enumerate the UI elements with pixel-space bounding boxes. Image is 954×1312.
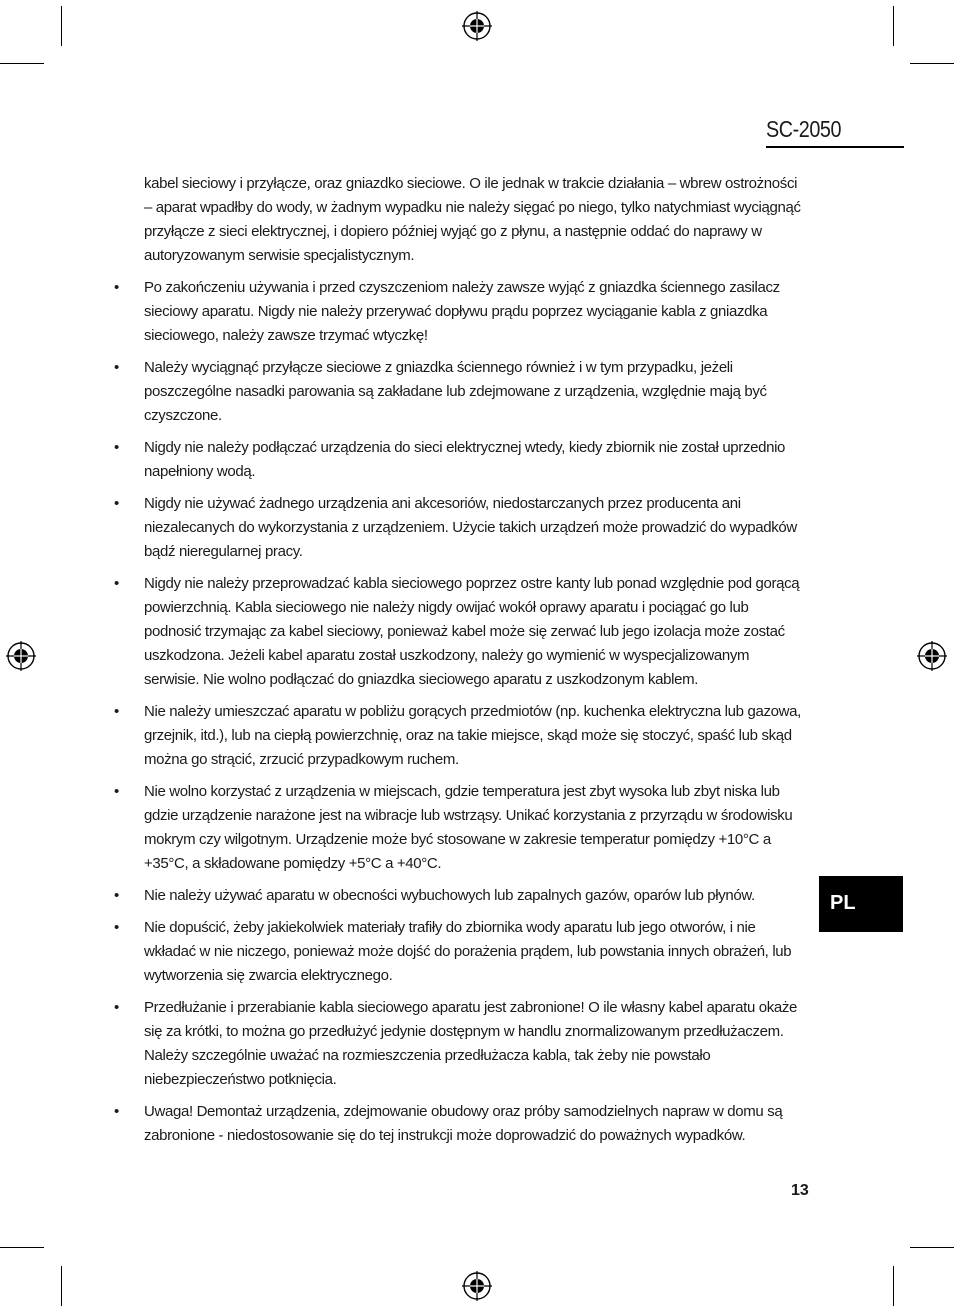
crop-mark: [910, 63, 954, 64]
bullet: •: [114, 919, 119, 936]
list-item: [114, 700, 808, 772]
list-item-text: Należy wyciągnąć przyłącze sieciowe z gniazdka ściennego również i w tym przypadku, jeżeli poszczególne nasadki parowania są zakładane lub zdejmowane z urządzenia, względnie mają być czyszczone.: [144, 359, 767, 424]
list-item: [114, 436, 808, 484]
crop-mark: [893, 6, 894, 46]
list-item: [114, 1100, 808, 1148]
bullet: •: [114, 495, 119, 512]
bullet: •: [114, 783, 119, 800]
crop-mark: [0, 1247, 44, 1248]
registration-mark-icon: [6, 641, 36, 671]
bullet: •: [114, 279, 119, 296]
bullet: •: [114, 887, 119, 904]
bullet: •: [114, 575, 119, 592]
bullet: •: [114, 703, 119, 720]
list-item-text: Nie wolno korzystać z urządzenia w miejscach, gdzie temperatura jest zbyt wysoka lub zbyt niska lub gdzie urządzenie narażone jest na wibracje lub wstrząsy. Unikać korzystania z przyrządu w środowisku mokrym czy wilgotnym. Urządzenie może być stosowane w zakresie temperatur pomiędzy +10°C a +35°C, a składowane pomiędzy +5°C a +40°C.: [144, 783, 793, 872]
list-item-text: Nigdy nie należy podłączać urządzenia do sieci elektrycznej wtedy, kiedy zbiornik nie został uprzednio napełniony wodą.: [144, 439, 786, 480]
list-item: [114, 276, 808, 348]
page-number: 13: [791, 1182, 809, 1199]
header-rule: [766, 146, 904, 148]
registration-mark-icon: [917, 641, 947, 671]
list-item-text: Przedłużanie i przerabianie kabla sieciowego aparatu jest zabronione! O ile własny kabel aparatu okaże się za krótki, to można go przedłużyć jedynie dostępnym w handlu znormalizowanym przedłużaczem. Należy szczególnie uważać na rozmieszczenia przedłużacza kabla, tak żeby nie powstało niebezpieczeństwo potknięcia.: [144, 999, 798, 1088]
list-item: [114, 996, 808, 1092]
crop-mark: [61, 1266, 62, 1306]
bullet: •: [114, 1103, 119, 1120]
crop-mark: [61, 6, 62, 46]
list-item-text: Uwaga! Demontaż urządzenia, zdejmowanie obudowy oraz próby samodzielnych napraw w domu są zabronione - niedostosowanie się do tej instrukcji może doprowadzić do poważnych wypadków.: [144, 1103, 783, 1144]
crop-mark: [893, 1266, 894, 1306]
list-item-text: Nigdy nie należy przeprowadzać kabla sieciowego poprzez ostre kanty lub ponad względnie pod gorącą powierzchnią. Kabla sieciowego nie należy nigdy owijać wokół oprawy aparatu i pociągać go lub podnosić trzymając za kabel sieciowy, ponieważ kabel może się zerwać lub jego izolacja może zostać uszkodzona. Jeżeli kabel aparatu został uszkodzony, należy go wymienić w wyspecjalizowanym serwisie. Nie wolno podłączać do gniazdka sieciowego aparatu z uszkodzonym kablem.: [144, 575, 800, 688]
list-item: [114, 356, 808, 428]
crop-mark: [0, 63, 44, 64]
registration-mark-icon: [462, 11, 492, 41]
list-item-text: Po zakończeniu używania i przed czyszczeniom należy zawsze wyjąć z gniazdka ściennego zasilacz sieciowy aparatu. Nigdy nie należy przerywać dopływu prądu poprzez wyciąganie kabla z gniazdka sieciowego, należy zawsze trzymać wtyczkę!: [144, 279, 780, 344]
crop-mark: [910, 1247, 954, 1248]
bullet: •: [114, 439, 119, 456]
list-item: [114, 780, 808, 876]
list-item: [114, 572, 808, 692]
instruction-text: [114, 172, 808, 1156]
language-tab-label: PL: [830, 892, 856, 914]
bullet: •: [114, 359, 119, 376]
list-item-text: Nigdy nie używać żadnego urządzenia ani akcesoriów, niedostarczanych przez producenta ani niezalecanych do wykorzystania z urządzeniem. Użycie takich urządzeń może prowadzić do wypadków bądź nieregularnej pracy.: [144, 495, 797, 560]
list-item: [114, 916, 808, 988]
model-number: SC-2050: [766, 116, 842, 142]
intro-paragraph: kabel sieciowy i przyłącze, oraz gniazdko sieciowe. O ile jednak w trakcie działania – wbrew ostrożności – aparat wpadłby do wody, w żadnym wypadku nie należy sięgać po niego, tylko natychmiast wyciągnąć przyłącze z sieci elektrycznej, i dopiero później wyjąć go z płynu, a następnie oddać do naprawy w autoryzowanym serwisie specjalistycznym.: [144, 175, 801, 264]
bullet: •: [114, 999, 119, 1016]
list-item: [114, 884, 808, 908]
list-item-text: Nie należy umieszczać aparatu w pobliżu gorących przedmiotów (np. kuchenka elektryczna lub gazowa, grzejnik, itd.), lub na ciepłą powierzchnię, oraz na takie miejsce, skąd może się stoczyć, spaść lub skąd można go strącić, zrzucić przypadkowym ruchem.: [144, 703, 801, 768]
list-item-text: Nie należy używać aparatu w obecności wybuchowych lub zapalnych gazów, oparów lub płynów.: [144, 887, 755, 904]
list-item-text: Nie dopuścić, żeby jakiekolwiek materiały trafiły do zbiornika wody aparatu lub jego otworów, i nie wkładać w nie niczego, ponieważ może dojść do porażenia prądem, lub powstania innych obrażeń, lub wytworzenia się zwarcia elektrycznego.: [144, 919, 792, 984]
list-item: [114, 492, 808, 564]
registration-mark-icon: [462, 1271, 492, 1301]
